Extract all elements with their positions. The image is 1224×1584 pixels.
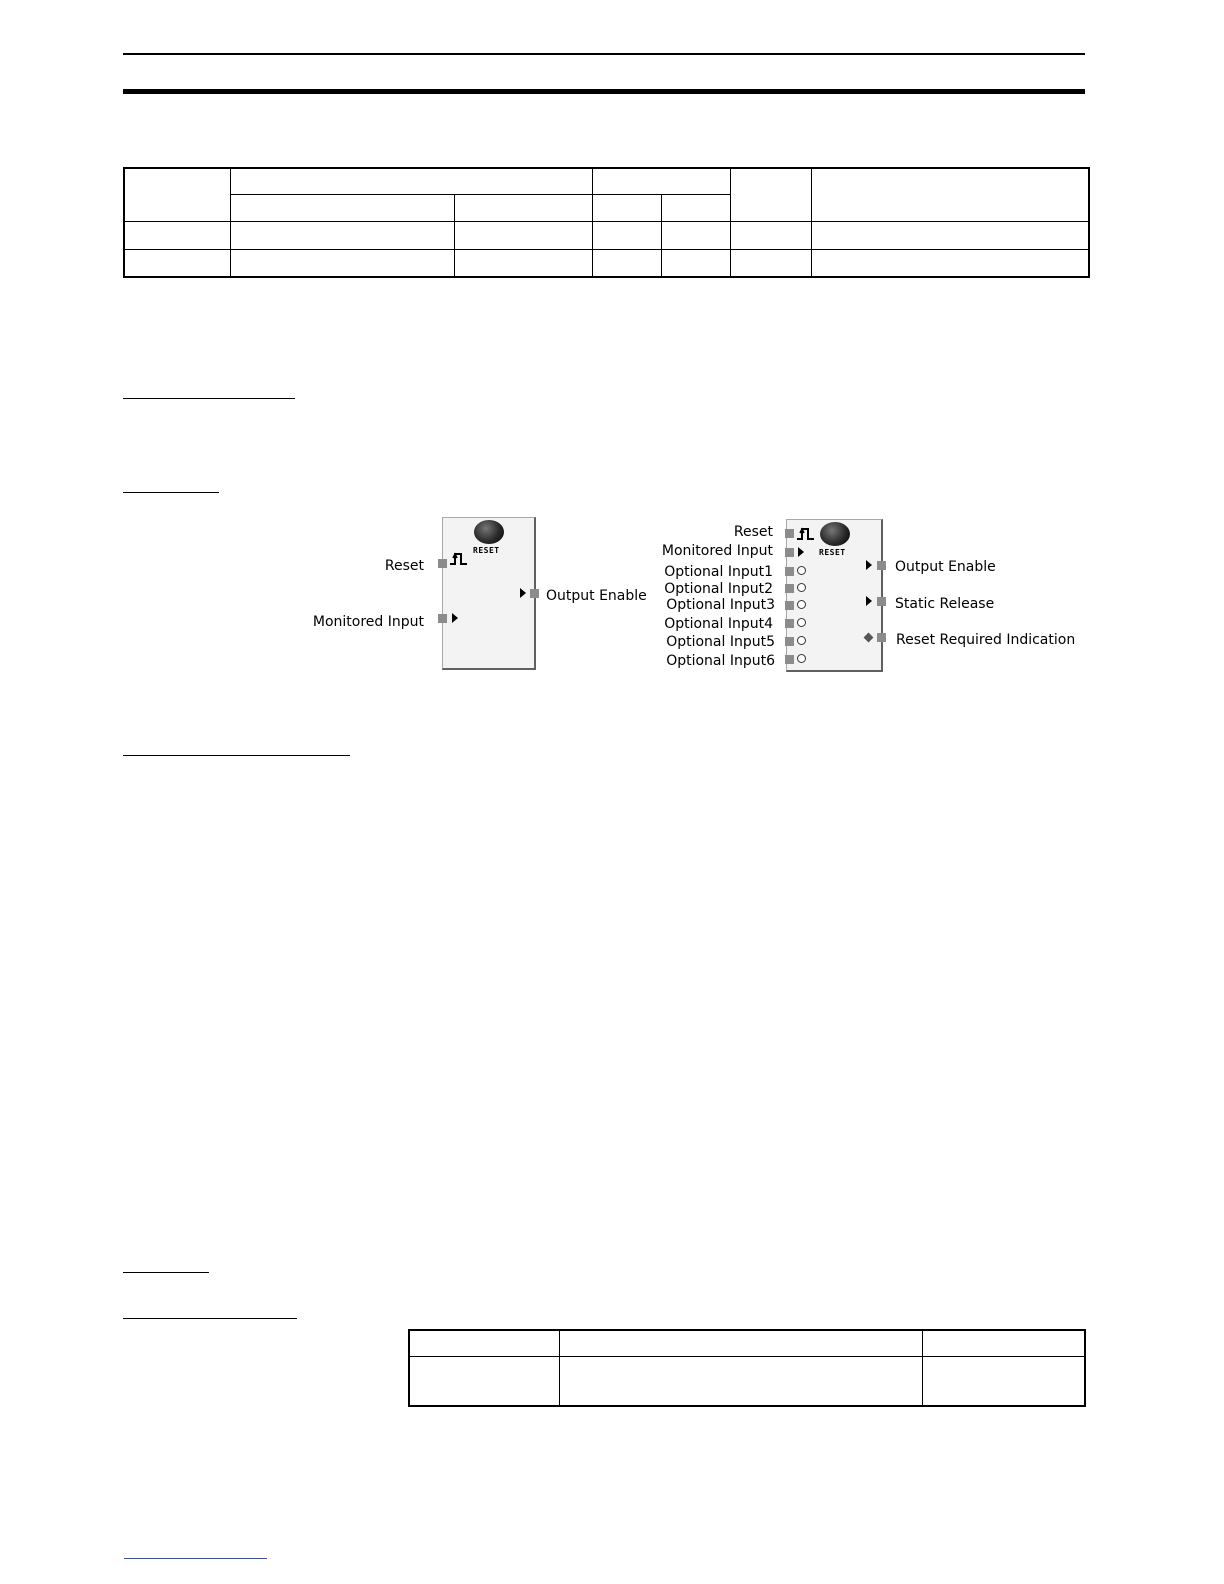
input-port-optional-input6[interactable] [785, 655, 794, 664]
spec-cell [124, 221, 231, 249]
reset-button-label: RESET [819, 548, 846, 557]
spec-table [123, 167, 1090, 278]
spec-cell [231, 221, 455, 249]
output-label-reset-required-indication: Reset Required Indication [896, 632, 1076, 648]
heading-underline [123, 1318, 297, 1319]
spec-cell [812, 221, 1090, 249]
heading-underline [123, 398, 295, 399]
input-port-monitored-input[interactable] [785, 548, 794, 557]
spec-cell [231, 194, 455, 221]
spec-cell [812, 168, 1090, 221]
optional-input-icon [797, 636, 806, 645]
input-port-optional-input4[interactable] [785, 619, 794, 628]
safety-signal-icon [798, 547, 804, 557]
input-port-reset[interactable] [785, 529, 794, 538]
spec-cell [455, 249, 593, 277]
input-label-optional-input5: Optional Input5 [666, 634, 775, 650]
spec-cell [231, 168, 593, 194]
spec-cell [731, 221, 812, 249]
safety-signal-icon [452, 613, 458, 623]
input-label-optional-input4: Optional Input4 [664, 616, 773, 632]
spec-cell [812, 249, 1090, 277]
reset-pushbutton-icon [474, 520, 504, 544]
input-label-monitored-input: Monitored Input [661, 543, 773, 559]
input-port-reset[interactable] [438, 559, 447, 568]
footer-link[interactable] [124, 1558, 267, 1559]
settings-cell [923, 1356, 1086, 1406]
spec-cell [731, 168, 812, 221]
output-label-static-release: Static Release [895, 596, 995, 612]
heading-underline [123, 1272, 209, 1273]
output-label-output-enable: Output Enable [546, 588, 647, 604]
spec-cell [731, 249, 812, 277]
input-port-monitored-input[interactable] [438, 614, 447, 623]
input-label-reset: Reset [384, 558, 424, 574]
output-label-output-enable: Output Enable [895, 559, 996, 575]
reset-pushbutton-icon [820, 522, 850, 546]
settings-cell [409, 1330, 560, 1356]
output-port-output-enable[interactable] [877, 561, 886, 570]
optional-input-icon [797, 583, 806, 592]
spec-cell [124, 249, 231, 277]
optional-input-icon [797, 618, 806, 627]
safety-signal-icon [866, 560, 872, 570]
spec-cell [662, 194, 731, 221]
spec-cell [231, 249, 455, 277]
rising-edge-icon [449, 552, 469, 566]
spec-cell [455, 194, 593, 221]
spec-cell [593, 194, 662, 221]
output-port-static-release[interactable] [877, 597, 886, 606]
heading-underline [123, 492, 219, 493]
safety-signal-icon [866, 596, 872, 606]
reset-button-label: RESET [473, 546, 500, 555]
spec-cell [593, 168, 731, 194]
heading-underline [123, 755, 350, 756]
input-port-optional-input2[interactable] [785, 584, 794, 593]
settings-cell [923, 1330, 1086, 1356]
input-port-optional-input3[interactable] [785, 601, 794, 610]
settings-cell [560, 1356, 923, 1406]
settings-table [408, 1329, 1086, 1407]
header-rule-thick [123, 89, 1085, 94]
output-port-reset-required-indication[interactable] [877, 633, 886, 642]
settings-cell [560, 1330, 923, 1356]
spec-cell [593, 249, 662, 277]
input-label-reset: Reset [733, 524, 773, 540]
safety-signal-icon [520, 588, 526, 598]
spec-cell [593, 221, 662, 249]
spec-cell [662, 221, 731, 249]
spec-cell [124, 168, 231, 221]
input-label-optional-input6: Optional Input6 [666, 653, 775, 669]
optional-input-icon [797, 654, 806, 663]
input-port-optional-input1[interactable] [785, 567, 794, 576]
header-rule-thin [123, 53, 1085, 55]
spec-cell [662, 249, 731, 277]
input-label-optional-input1: Optional Input1 [664, 564, 773, 580]
optional-input-icon [797, 600, 806, 609]
input-label-optional-input3: Optional Input3 [666, 597, 775, 613]
output-port-output-enable[interactable] [530, 589, 539, 598]
settings-cell [409, 1356, 560, 1406]
input-port-optional-input5[interactable] [785, 637, 794, 646]
optional-input-icon [797, 566, 806, 575]
rising-edge-icon [796, 527, 816, 541]
input-label-monitored-input: Monitored Input [312, 614, 424, 630]
spec-cell [455, 221, 593, 249]
input-label-optional-input2: Optional Input2 [664, 581, 773, 597]
